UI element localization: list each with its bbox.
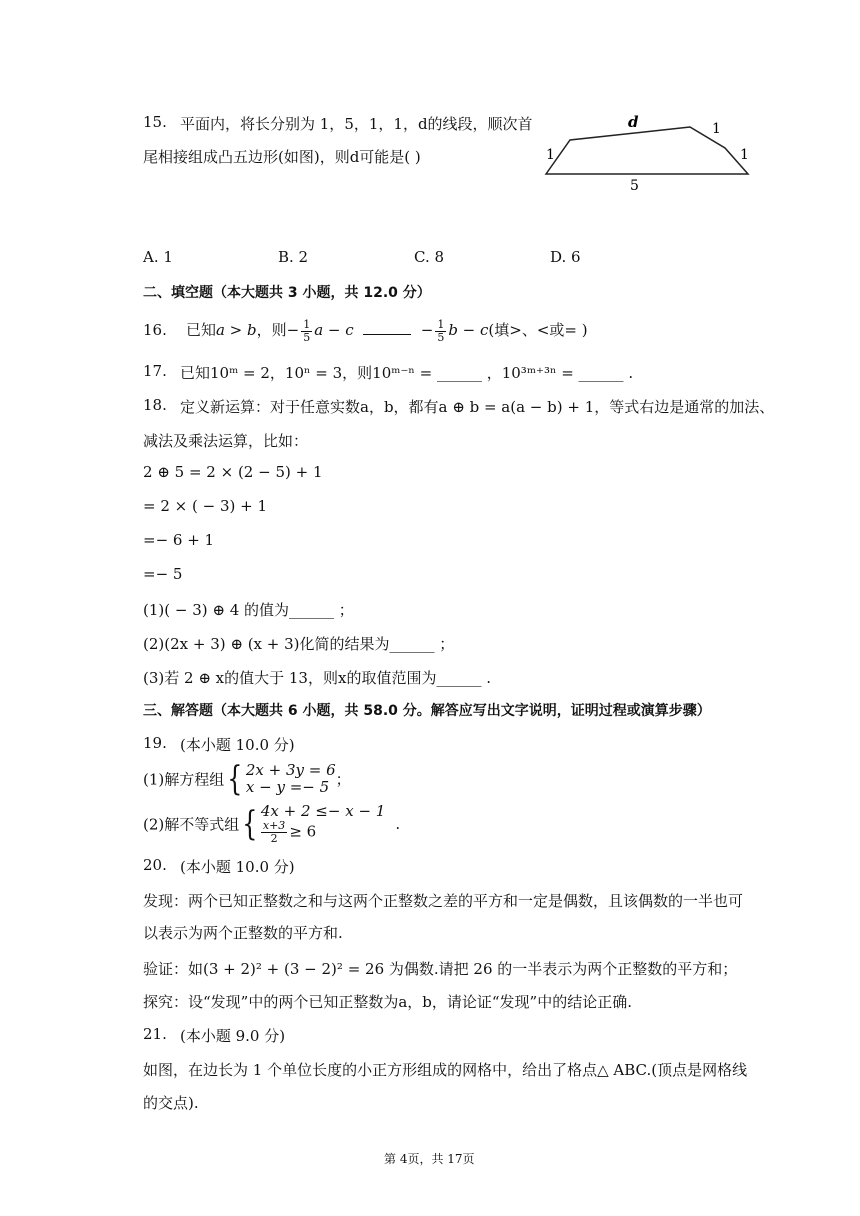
q15-option-a[interactable]: A. 1 — [143, 248, 173, 266]
q16-mid: ，则 — [256, 321, 287, 339]
q18-number: 18. — [143, 396, 167, 414]
figure-label-bottom: 5 — [630, 178, 639, 194]
q20-line1: 发现：两个已知正整数之和与这两个正整数之差的平方和一定是偶数，且该偶数的一半也可 — [143, 892, 744, 910]
q19-part1 — [143, 759, 351, 799]
q18-line1: 定义新运算：对于任意实数a，b，都有a ⊕ b = a(a − b) + 1，等式右边是通常的加法、 — [180, 398, 775, 416]
q15-option-c[interactable]: C. 8 — [414, 248, 445, 266]
section3-title: 三、解答题（本大题共 6 小题，共 58.0 分。解答应写出文字说明，证明过程或演算步骤） — [143, 703, 711, 719]
q21-score: (本小题 9.0 分) — [180, 1027, 286, 1045]
q15-option-b[interactable]: B. 2 — [278, 248, 309, 266]
figure-label-d: d — [628, 113, 639, 131]
q18-sub2: (2)(2x + 3) ⊕ (x + 3)化简的结果为______ ； — [143, 635, 455, 653]
brace-icon: { — [227, 759, 243, 799]
q15-number: 15. — [143, 113, 167, 131]
q16-condition: a > b — [215, 321, 257, 339]
q18-example-1: 2 ⊕ 5 = 2 × (2 − 5) + 1 — [143, 463, 323, 481]
q18-example-2: = 2 × ( − 3) + 1 — [143, 497, 267, 515]
q21-line1: 如图，在边长为 1 个单位长度的小正方形组成的网格中，给出了格点△ ABC.(顶点是网格线 — [143, 1061, 748, 1079]
figure-label-right-upper: 1 — [712, 121, 721, 137]
page-footer: 第 4页，共 17页 — [384, 1152, 475, 1166]
q16-answer-blank[interactable] — [363, 320, 411, 335]
section2-title: 二、填空题（本大题共 3 小题，共 12.0 分） — [143, 285, 431, 301]
q15-text-line1: 平面内，将长分别为 1，5，1，1，d的线段，顺次首 — [180, 115, 533, 133]
q21-number: 21. — [143, 1025, 167, 1043]
q21-line2: 的交点). — [143, 1094, 199, 1112]
q15-text-line2: 尾相接组成凸五边形(如图)，则d可能是( ) — [143, 148, 421, 166]
q18-line2: 减法及乘法运算，比如： — [143, 432, 309, 450]
q20-score: (本小题 10.0 分) — [180, 858, 295, 876]
q16-line: 16. 已知a > b，则− $\frac{1}{5}$ a − c − $\frac{1}{5}$ b − c(填>、<或= ) — [143, 317, 588, 344]
q16-suffix: (填>、<或= ) — [488, 321, 588, 339]
q19-part1-end: ； — [335, 770, 351, 789]
q19-part2-system: 4x + 2 ≤− x − 1 $\frac{x+3}{2}$ ≥ 6 — [260, 802, 386, 845]
q20-line3: 验证：如(3 + 2)² + (3 − 2)² = 26 为偶数.请把 26 的一半表示为两个正整数的平方和； — [143, 960, 738, 978]
q19-part1-label: (1)解方程组 — [143, 770, 225, 789]
q16-prefix: 已知 — [185, 321, 216, 339]
q17-number: 17. — [143, 362, 167, 380]
q16-number: 16. — [143, 321, 167, 339]
pentagon-figure — [540, 108, 760, 198]
q18-sub1: (1)( − 3) ⊕ 4 的值为______ ； — [143, 601, 354, 619]
q20-line2: 以表示为两个正整数的平方和. — [143, 924, 343, 942]
q18-sub3: (3)若 2 ⊕ x的值大于 13，则x的取值范围为______ . — [143, 669, 491, 687]
figure-label-right-lower: 1 — [740, 147, 749, 163]
q18-example-3: =− 6 + 1 — [143, 531, 215, 549]
q17-text: 已知10ᵐ = 2，10ⁿ = 3，则10ᵐ⁻ⁿ = ______ ，10³ᵐ⁺³ⁿ = ______ . — [180, 364, 634, 382]
q16-fraction-1: $\frac{1}{5}$ — [303, 317, 311, 344]
q20-line4: 探究：设“发现”中的两个已知正整数为a，b，请论证“发现”中的结论正确. — [143, 993, 632, 1011]
q19-score: (本小题 10.0 分) — [180, 736, 295, 754]
q16-expr2: b − c — [448, 321, 489, 339]
q18-example-4: =− 5 — [143, 565, 183, 583]
q19-part2-end: . — [395, 815, 401, 833]
q19-part2 — [143, 803, 400, 845]
q16-fraction-2: $\frac{1}{5}$ — [437, 317, 445, 344]
q19-part2-label: (2)解不等式组 — [143, 815, 240, 834]
q15-option-d[interactable]: D. 6 — [550, 248, 581, 266]
q19-number: 19. — [143, 734, 167, 752]
brace-icon: { — [242, 804, 258, 844]
q16-expr1: a − c — [314, 321, 354, 339]
figure-label-left: 1 — [546, 147, 555, 163]
q20-number: 20. — [143, 856, 167, 874]
q19-part1-system: 2x + 3y = 6 x − y =− 5 — [245, 761, 336, 796]
